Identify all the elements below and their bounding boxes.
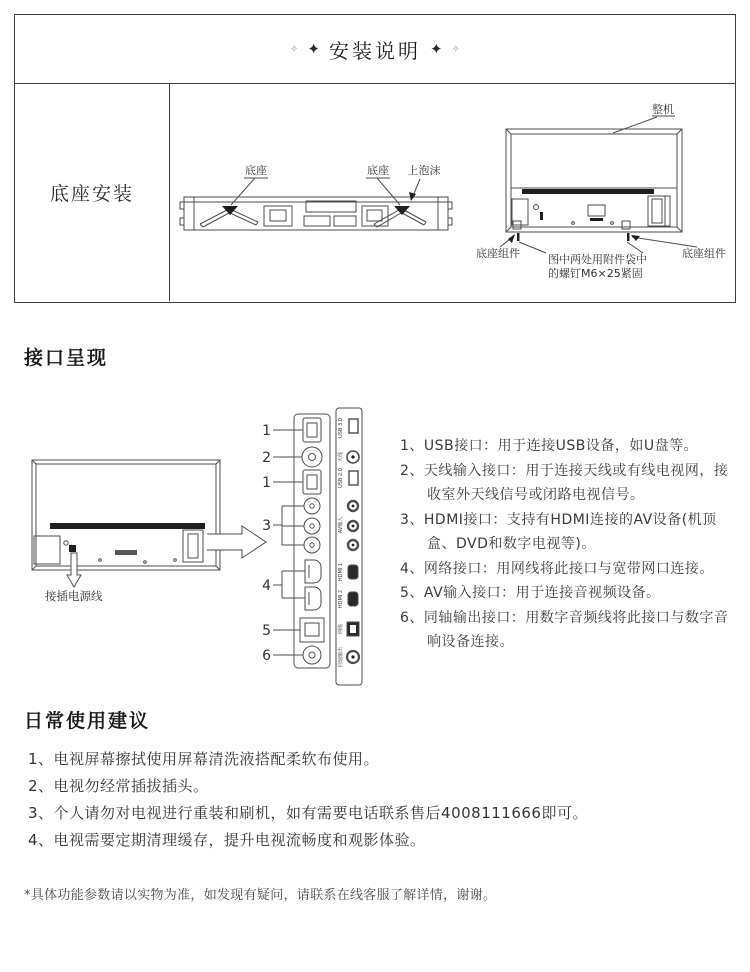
- port-number: 3: [262, 518, 271, 534]
- port-label-usb2: USB 2.0: [338, 468, 344, 488]
- ports-section-title: 接口呈现: [24, 347, 109, 369]
- port-description-item: 4、网络接口：用网线将此接口与宽带网口连接。: [400, 560, 714, 577]
- port-label-network: 网络: [338, 623, 344, 635]
- port-label-av: AV输入: [338, 516, 344, 534]
- tip-item: 4、电视需要定期清理缓存，提升电视流畅度和观影体验。: [28, 831, 426, 849]
- port-number: 1: [262, 475, 271, 491]
- port-description-item: 2、天线输入接口：用于连接天线或有线电视网，接收室外天线信号或闭路电视信号。: [400, 462, 729, 503]
- tip-item: 1、电视屏幕擦拭使用屏幕清洗液搭配柔软布使用。: [28, 750, 380, 768]
- tips-list: [28, 751, 708, 859]
- port-number: 4: [262, 578, 271, 594]
- ports-diagram: [20, 400, 395, 700]
- power-cord-label: 接插电源线: [45, 589, 103, 603]
- port-number: 2: [262, 450, 271, 466]
- base-assembly-label: 底座组件: [476, 247, 520, 260]
- base-install-label: 底座安装: [15, 84, 170, 301]
- tip-item: 3、个人请勿对电视进行重装和刷机，如有需要电话联系售后4008111666即可。: [28, 804, 588, 822]
- port-label-coaxial: 同轴输出: [338, 646, 344, 668]
- port-number: 5: [262, 623, 271, 639]
- whole-unit-label: 整机: [652, 103, 674, 116]
- port-description-item: 3、HDMI接口：支持有HDMI连接的AV设备(机顶盒、DVD和数字电视等)。: [400, 511, 717, 552]
- installation-title: 安装说明: [329, 38, 421, 63]
- port-label-usb3: USB 3.0: [338, 418, 344, 438]
- port-label-hdmi1: HDMI 1: [338, 562, 344, 582]
- port-description-item: 5、AV输入接口：用于连接音视频设备。: [400, 585, 661, 601]
- screw-note-line1: 图中两处用附件袋中: [548, 253, 647, 266]
- tips-section-title: 日常使用建议: [24, 710, 151, 732]
- port-description-item: 1、USB接口：用于连接USB设备，如U盘等。: [400, 438, 699, 454]
- port-number: 6: [262, 648, 271, 664]
- diamond-deco-icon: ✧: [290, 43, 299, 55]
- port-description-item: 6、同轴输出接口：用数字音频线将此接口与数字音响设备连接。: [400, 609, 729, 650]
- packaging-foam-diagram: [170, 152, 462, 250]
- installation-header: [15, 15, 735, 84]
- diamond-deco-icon: ✦: [430, 40, 443, 58]
- base-assembly-label: 底座组件: [682, 247, 726, 260]
- port-number: 1: [262, 423, 271, 439]
- base-label: 底座: [367, 164, 389, 177]
- diamond-deco-icon: ✧: [451, 43, 460, 55]
- port-descriptions: [400, 434, 742, 655]
- screw-note-line2: 的螺钉M6×25紧固: [548, 267, 643, 280]
- tv-back-assembly-diagram: [460, 95, 740, 300]
- diamond-deco-icon: ✦: [307, 40, 320, 58]
- port-label-hdmi2: HDMI 2: [338, 589, 344, 609]
- base-label: 底座: [245, 164, 267, 177]
- port-label-antenna: 天线: [338, 451, 344, 463]
- footnote: *具体功能参数请以实物为准，如发现有疑问，请联系在线客服了解详情，谢谢。: [24, 888, 497, 903]
- tip-item: 2、电视勿经常插拔插头。: [28, 777, 209, 795]
- upper-foam-label: 上泡沫: [407, 164, 441, 177]
